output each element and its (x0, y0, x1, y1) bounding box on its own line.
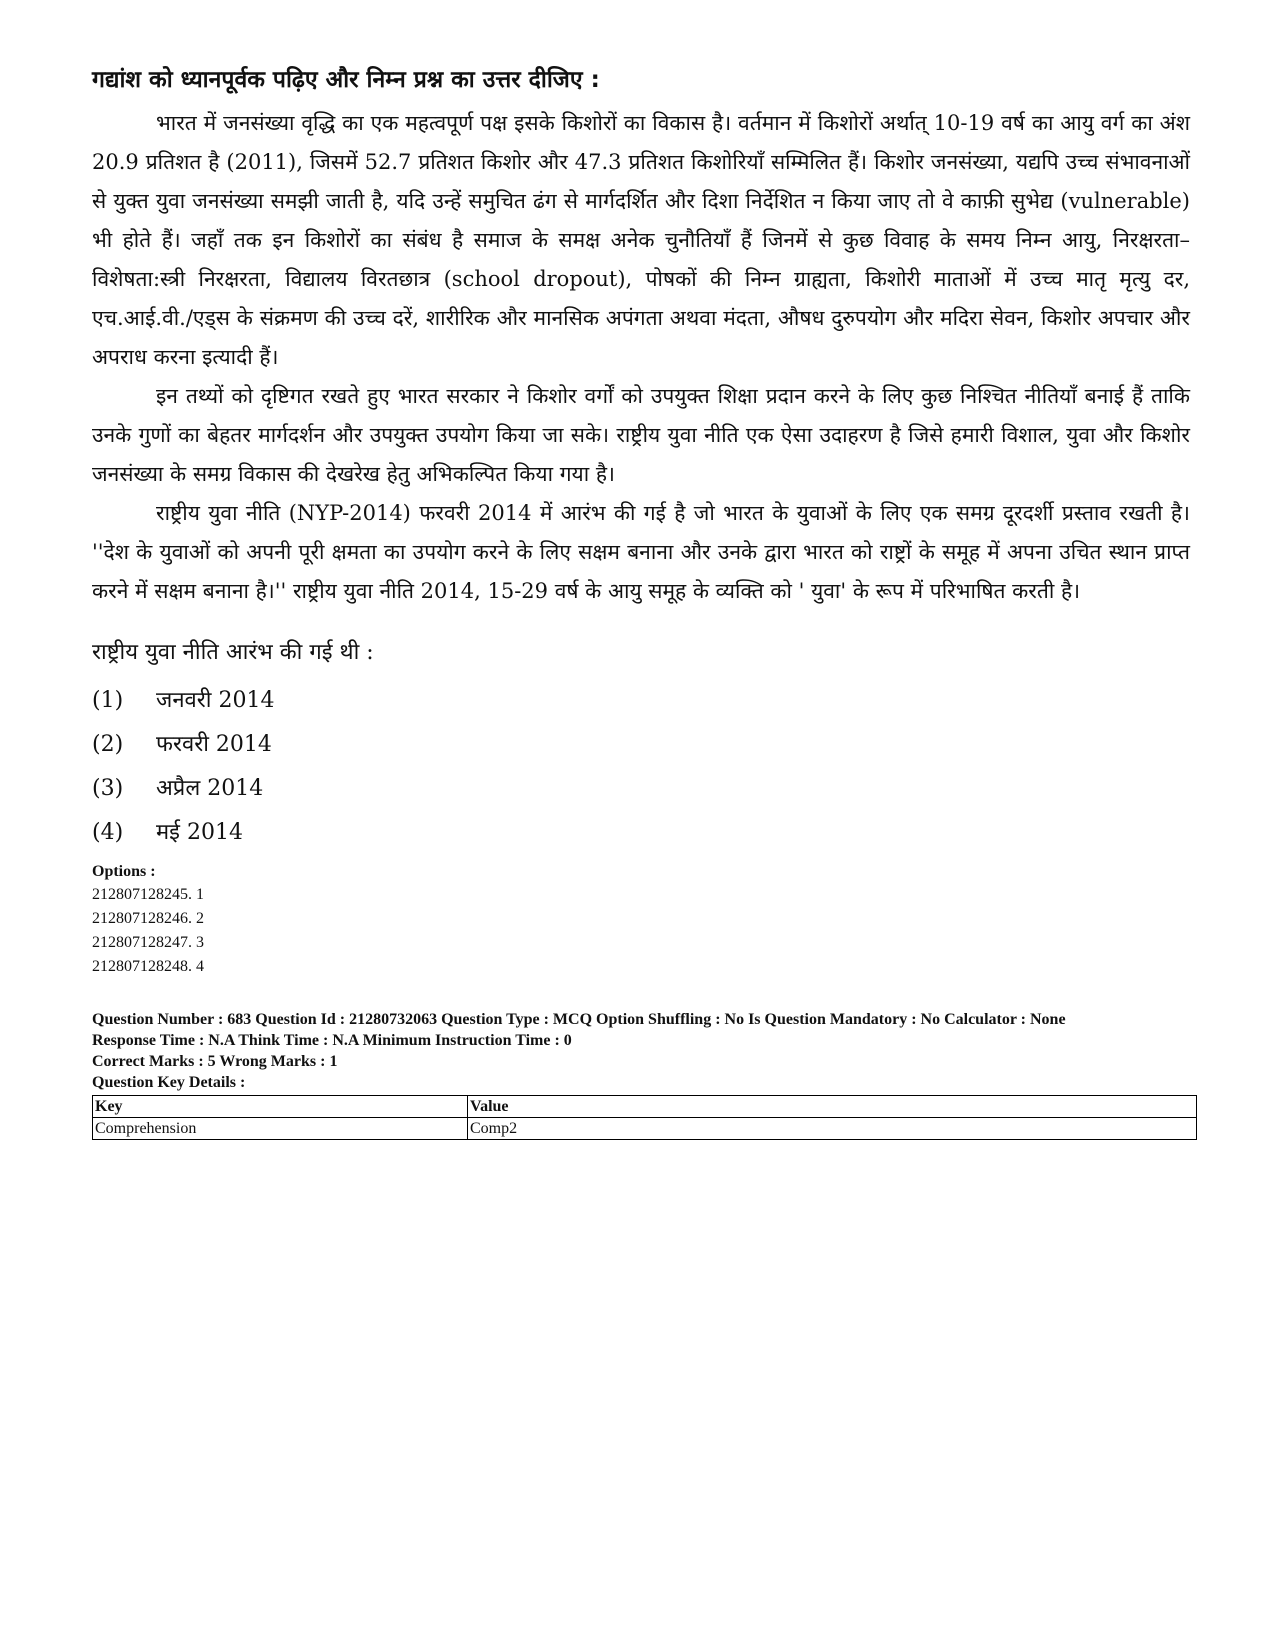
answer-choice-4 (92, 811, 1190, 855)
options-title: Options : (92, 863, 156, 880)
question-info-line-3: Correct Marks : 5 Wrong Marks : 1 (92, 1053, 338, 1070)
table-header-value: Value (468, 1096, 1197, 1118)
question-text: राष्ट्रीय युवा नीति आरंभ की गई थी : (92, 640, 374, 665)
answer-choices (92, 679, 1190, 855)
question-page (92, 62, 1190, 1140)
choice-text: मई 2014 (156, 820, 243, 845)
choice-text: जनवरी 2014 (156, 688, 275, 713)
answer-choice-3 (92, 767, 1190, 811)
question-info-line-1: Question Number : 683 Question Id : 21280732063 Question Type : MCQ Option Shuffling : No Is Question Mandatory : No Calculator : None (92, 1011, 1066, 1028)
passage-paragraph-3: राष्ट्रीय युवा नीति (NYP-2014) फरवरी 2014 में आरंभ की गई है जो भारत के युवाओं के लिए एक समग्र दूरदर्शी प्रस्ताव रखती है। ''देश के युवाओं को अपनी पूरी क्षमता का उपयोग करने के लिए सक्षम बनाना और उनके द्वारा भारत को राष्ट्रों के समूह में अपना उचित स्थान प्राप्त करने में सक्षम बनाना है।'' राष्ट्रीय युवा नीति 2014, 15-29 वर्ष के आयु समूह के व्यक्ति को ' युवा' के रूप में परिभाषित करती है। (92, 501, 1190, 603)
table-cell-value: Comp2 (468, 1118, 1197, 1140)
question-info-line-4: Question Key Details : (92, 1074, 246, 1091)
passage-paragraph-2: इन तथ्यों को दृष्टिगत रखते हुए भारत सरकार ने किशोर वर्गों को उपयुक्त शिक्षा प्रदान करने के लिए कुछ निश्चित नीतियाँ बनाई हैं ताकि उनके गुणों का बेहतर मार्गदर्शन और उपयुक्त उपयोग किया जा सके। राष्ट्रीय युवा नीति एक ऐसा उदाहरण है जिसे हमारी विशाल, युवा और किशोर जनसंख्या के समग्र विकास की देखरेख हेतु अभिकल्पित किया गया है। (92, 384, 1190, 486)
question-info-line-2: Response Time : N.A Think Time : N.A Minimum Instruction Time : 0 (92, 1032, 572, 1049)
answer-choice-1 (92, 679, 1190, 723)
option-id-1: 212807128245. 1 (92, 886, 204, 903)
choice-text: फरवरी 2014 (156, 732, 272, 757)
table-header-key: Key (93, 1096, 468, 1118)
table-row (93, 1118, 1197, 1140)
question-key-table (92, 1095, 1197, 1140)
choice-text: अप्रैल 2014 (156, 776, 264, 801)
option-id-4: 212807128248. 4 (92, 958, 204, 975)
option-id-2: 212807128246. 2 (92, 910, 204, 927)
passage-heading: गद्यांश को ध्यानपूर्वक पढ़िए और निम्न प्रश्न का उत्तर दीजिए : (92, 67, 600, 93)
table-header-row (93, 1096, 1197, 1118)
option-id-3: 212807128247. 3 (92, 934, 204, 951)
options-section (92, 861, 1190, 1140)
answer-choice-2 (92, 723, 1190, 767)
table-cell-key: Comprehension (93, 1118, 468, 1140)
choice-number: (2) (92, 732, 124, 757)
choice-number: (4) (92, 820, 124, 845)
passage-paragraph-1: भारत में जनसंख्या वृद्धि का एक महत्वपूर्ण पक्ष इसके किशोरों का विकास है। वर्तमान में किशोरों अर्थात् 10-19 वर्ष का आयु वर्ग का अंश 20.9 प्रतिशत है (2011), जिसमें 52.7 प्रतिशत किशोर और 47.3 प्रतिशत किशोरियाँ सम्मिलित हैं। किशोर जनसंख्या, यद्यपि उच्च संभावनाओं से युक्त युवा जनसंख्या समझी जाती है, यदि उन्हें समुचित ढंग से मार्गदर्शित और दिशा निर्देशित न किया जाए तो वे काफ़ी सुभेद्य (vulnerable) भी होते हैं। जहाँ तक इन किशोरों का संबंध है समाज के समक्ष अनेक चुनौतियाँ हैं जिनमें से कुछ विवाह के समय निम्न आयु, निरक्षरता–विशेषता:स्त्री निरक्षरता, विद्यालय विरतछात्र (school dropout), पोषकों की निम्न ग्राह्यता, किशोरी माताओं में उच्च मातृ मृत्यु दर, एच.आई.वी./एड्स के संक्रमण की उच्च दरें, शारीरिक और मानसिक अपंगता अथवा मंदता, औषध दुरुपयोग और मदिरा सेवन, किशोर अपचार और अपराध करना इत्यादी हैं। (92, 111, 1190, 369)
choice-number: (3) (92, 776, 124, 801)
choice-number: (1) (92, 688, 124, 713)
